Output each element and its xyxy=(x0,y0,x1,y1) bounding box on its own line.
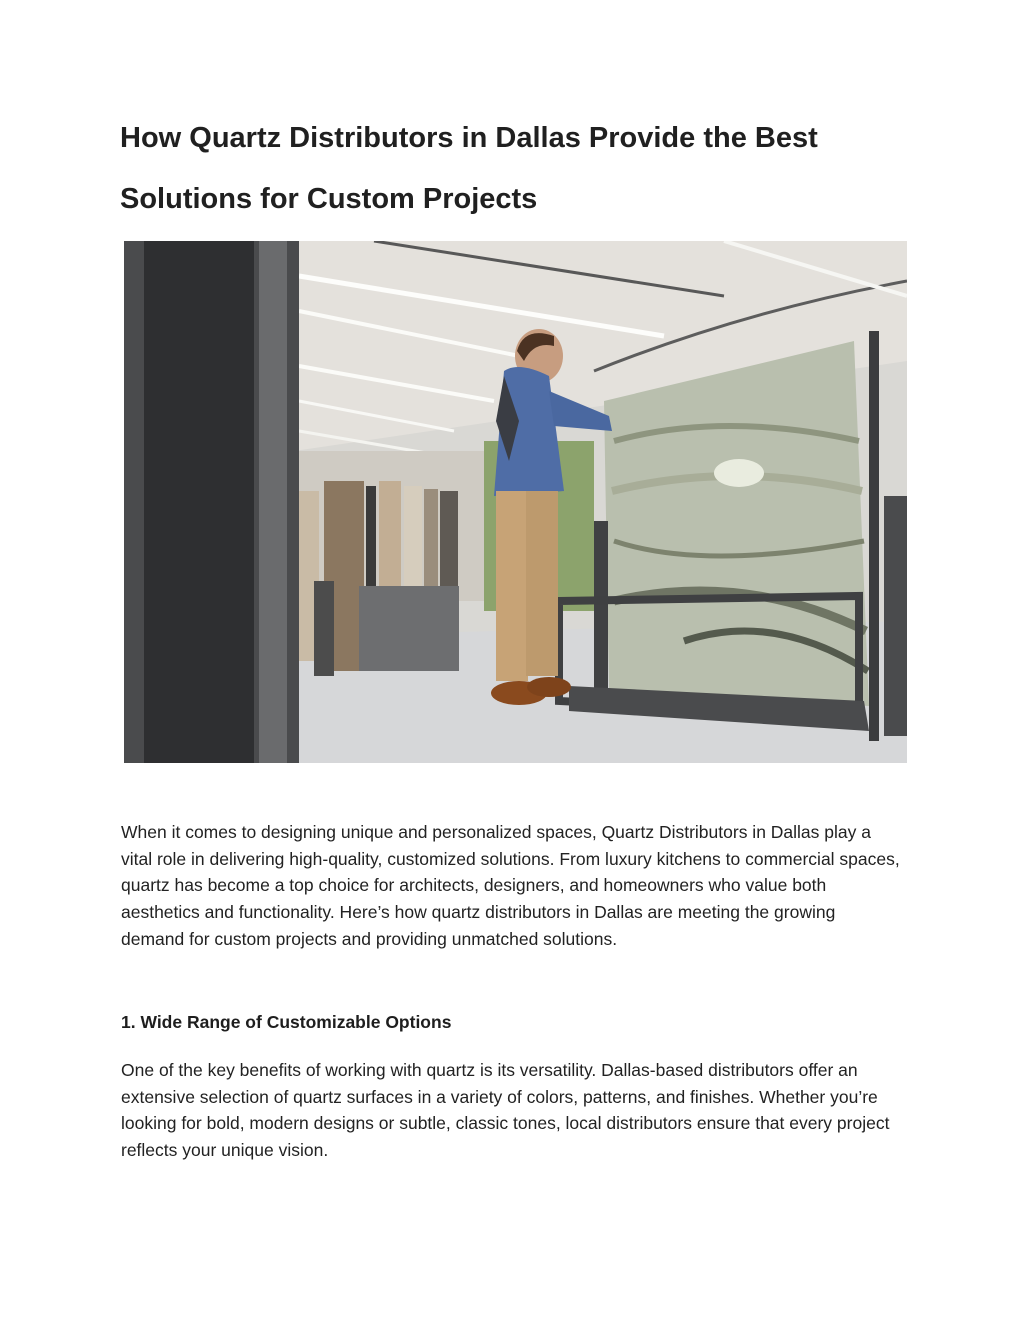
section-heading: 1. Wide Range of Customizable Options xyxy=(121,1012,452,1032)
showroom-photo xyxy=(124,241,907,763)
intro-paragraph: When it comes to designing unique and personalized spaces, Quartz Distributors in Dallas play a vital role in delivering high-quality, customized solutions. From luxury kitchens to commercial spaces, quartz has become a top choice for architects, designers, and homeowners who value both aesthetics and functionality. Here’s how quartz distributors in Dallas are meeting the growing demand for custom projects and providing unmatched solutions. xyxy=(121,822,900,949)
article-title: How Quartz Distributors in Dallas Provide the Best Solutions for Custom Projects xyxy=(120,122,818,215)
section-paragraph: One of the key benefits of working with quartz is its versatility. Dallas-based distributors offer an extensive selection of quartz surfaces in a variety of colors, patterns, and finishes. Whether you’re looking for bold, modern designs or subtle, classic tones, local distributors ensure that every project reflects your unique vision. xyxy=(121,1060,890,1161)
